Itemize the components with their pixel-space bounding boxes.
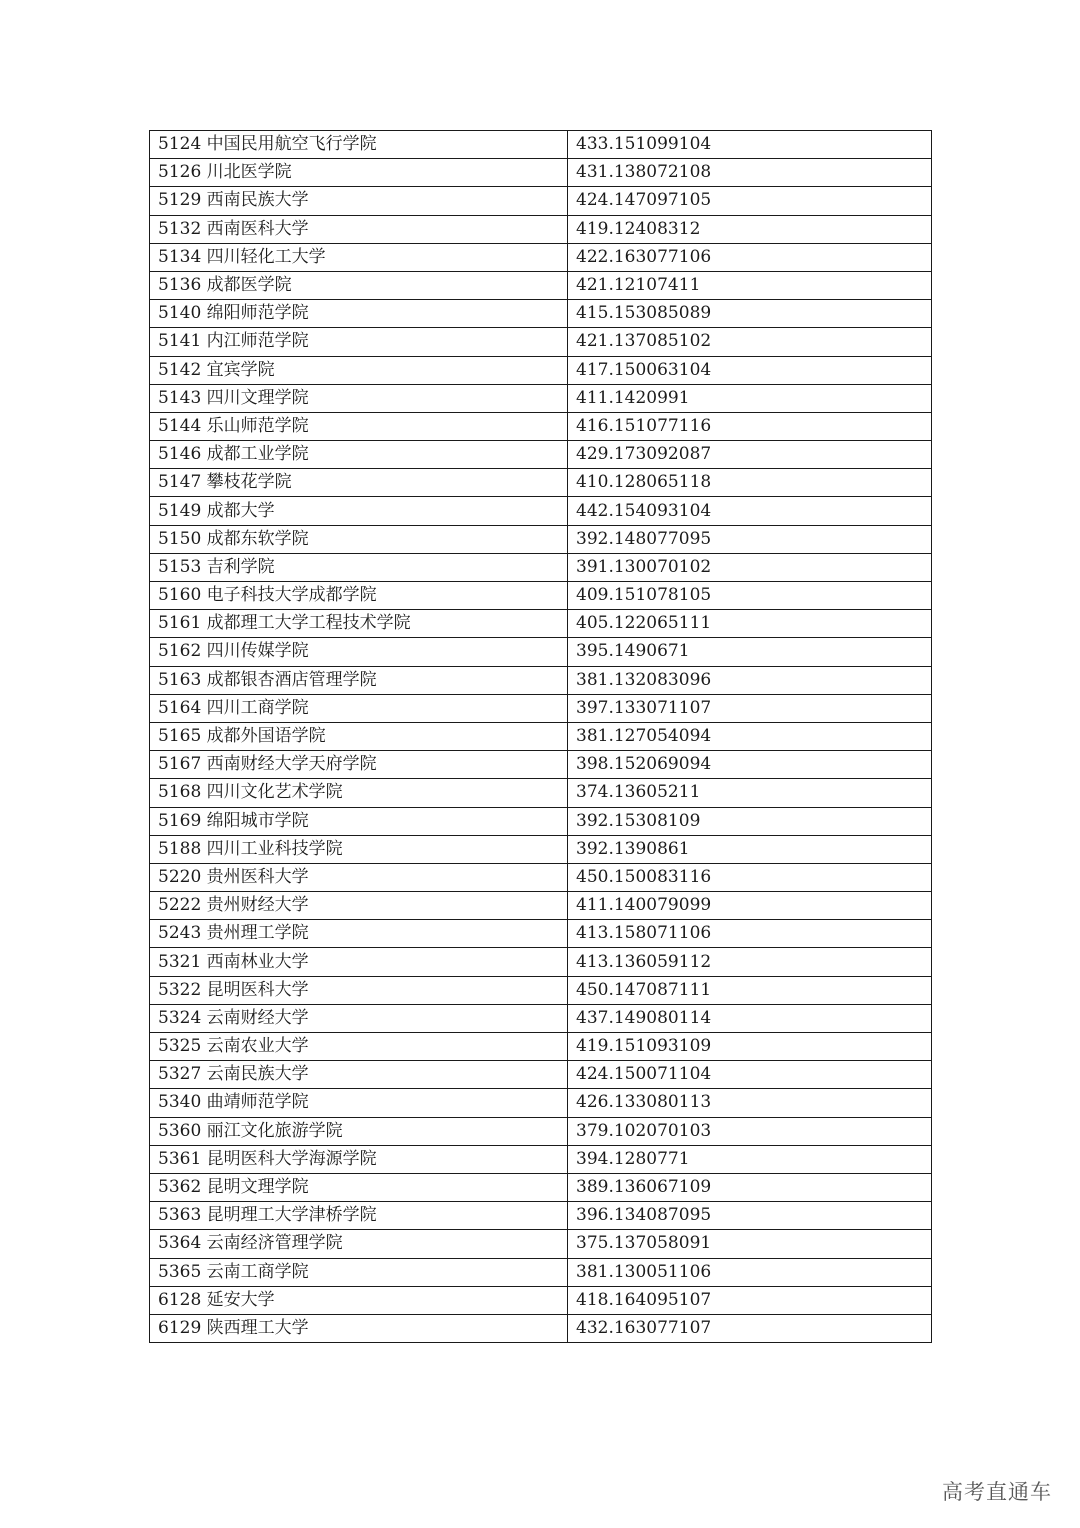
table-row: [150, 582, 932, 610]
university-name-cell: 5325 云南农业大学: [150, 1033, 568, 1061]
table-row: [150, 666, 932, 694]
score-value-cell: 417.150063104: [568, 356, 932, 384]
table-row: [150, 1258, 932, 1286]
university-name-cell: 5165 成都外国语学院: [150, 722, 568, 750]
university-name-cell: 5143 四川文理学院: [150, 384, 568, 412]
university-name-cell: 5169 绵阳城市学院: [150, 807, 568, 835]
university-name-cell: 5153 吉利学院: [150, 553, 568, 581]
university-name-cell: 5160 电子科技大学成都学院: [150, 582, 568, 610]
score-value-cell: 421.12107411: [568, 271, 932, 299]
university-name-cell: 5141 内江师范学院: [150, 328, 568, 356]
table-row: [150, 976, 932, 1004]
table-row: [150, 271, 932, 299]
university-name-cell: 5149 成都大学: [150, 497, 568, 525]
table-row: [150, 892, 932, 920]
university-name-cell: 5161 成都理工大学工程技术学院: [150, 610, 568, 638]
score-value-cell: 421.137085102: [568, 328, 932, 356]
table-row: [150, 610, 932, 638]
score-value-cell: 419.151093109: [568, 1033, 932, 1061]
university-name-cell: 5365 云南工商学院: [150, 1258, 568, 1286]
score-value-cell: 433.151099104: [568, 131, 932, 159]
score-value-cell: 379.102070103: [568, 1117, 932, 1145]
university-name-cell: 5220 贵州医科大学: [150, 863, 568, 891]
score-value-cell: 381.132083096: [568, 666, 932, 694]
university-name-cell: 5243 贵州理工学院: [150, 920, 568, 948]
table-row: [150, 328, 932, 356]
table-row: [150, 356, 932, 384]
score-value-cell: 431.138072108: [568, 159, 932, 187]
table-row: [150, 1033, 932, 1061]
watermark-text: 高考直通车: [942, 1480, 1052, 1504]
university-name-cell: 5322 昆明医科大学: [150, 976, 568, 1004]
university-name-cell: 5163 成都银杏酒店管理学院: [150, 666, 568, 694]
university-name-cell: 5362 昆明文理学院: [150, 1173, 568, 1201]
university-name-cell: 5126 川北医学院: [150, 159, 568, 187]
score-value-cell: 398.152069094: [568, 751, 932, 779]
table-row: [150, 948, 932, 976]
table-row: [150, 525, 932, 553]
table-row: [150, 835, 932, 863]
score-value-cell: 429.173092087: [568, 441, 932, 469]
table-row: [150, 384, 932, 412]
university-name-cell: 5129 西南民族大学: [150, 187, 568, 215]
score-table: [149, 130, 932, 1343]
score-value-cell: 405.122065111: [568, 610, 932, 638]
table-row: [150, 497, 932, 525]
table-row: [150, 1230, 932, 1258]
table-row: [150, 1286, 932, 1314]
university-name-cell: 5124 中国民用航空飞行学院: [150, 131, 568, 159]
score-value-cell: 374.13605211: [568, 779, 932, 807]
university-name-cell: 5164 四川工商学院: [150, 694, 568, 722]
table-row: [150, 1004, 932, 1032]
score-value-cell: 415.153085089: [568, 300, 932, 328]
score-value-cell: 450.147087111: [568, 976, 932, 1004]
score-value-cell: 381.127054094: [568, 722, 932, 750]
score-value-cell: 411.140079099: [568, 892, 932, 920]
university-name-cell: 5363 昆明理工大学津桥学院: [150, 1202, 568, 1230]
score-value-cell: 396.134087095: [568, 1202, 932, 1230]
score-value-cell: 413.158071106: [568, 920, 932, 948]
table-row: [150, 187, 932, 215]
score-value-cell: 426.133080113: [568, 1089, 932, 1117]
score-value-cell: 389.136067109: [568, 1173, 932, 1201]
score-value-cell: 392.148077095: [568, 525, 932, 553]
university-name-cell: 5147 攀枝花学院: [150, 469, 568, 497]
university-name-cell: 5324 云南财经大学: [150, 1004, 568, 1032]
table-row: [150, 779, 932, 807]
university-name-cell: 5146 成都工业学院: [150, 441, 568, 469]
table-row: [150, 1117, 932, 1145]
table-row: [150, 215, 932, 243]
table-body: [150, 131, 932, 1343]
score-value-cell: 392.15308109: [568, 807, 932, 835]
table-row: [150, 553, 932, 581]
score-value-cell: 422.163077106: [568, 243, 932, 271]
table-row: [150, 131, 932, 159]
university-name-cell: 5140 绵阳师范学院: [150, 300, 568, 328]
score-value-cell: 409.151078105: [568, 582, 932, 610]
university-name-cell: 5364 云南经济管理学院: [150, 1230, 568, 1258]
score-value-cell: 391.130070102: [568, 553, 932, 581]
university-name-cell: 5188 四川工业科技学院: [150, 835, 568, 863]
university-name-cell: 5136 成都医学院: [150, 271, 568, 299]
table-row: [150, 159, 932, 187]
table-row: [150, 1089, 932, 1117]
university-name-cell: 5360 丽江文化旅游学院: [150, 1117, 568, 1145]
university-name-cell: 5327 云南民族大学: [150, 1061, 568, 1089]
university-name-cell: 5361 昆明医科大学海源学院: [150, 1145, 568, 1173]
table-row: [150, 1173, 932, 1201]
score-value-cell: 437.149080114: [568, 1004, 932, 1032]
score-value-cell: 419.12408312: [568, 215, 932, 243]
score-value-cell: 424.147097105: [568, 187, 932, 215]
table-row: [150, 807, 932, 835]
score-value-cell: 413.136059112: [568, 948, 932, 976]
university-name-cell: 5168 四川文化艺术学院: [150, 779, 568, 807]
university-name-cell: 5340 曲靖师范学院: [150, 1089, 568, 1117]
university-name-cell: 5142 宜宾学院: [150, 356, 568, 384]
university-name-cell: 5134 四川轻化工大学: [150, 243, 568, 271]
table-row: [150, 412, 932, 440]
university-name-cell: 6129 陕西理工大学: [150, 1314, 568, 1342]
score-value-cell: 424.150071104: [568, 1061, 932, 1089]
score-value-cell: 416.151077116: [568, 412, 932, 440]
score-value-cell: 392.1390861: [568, 835, 932, 863]
table-row: [150, 751, 932, 779]
university-name-cell: 6128 延安大学: [150, 1286, 568, 1314]
score-value-cell: 375.137058091: [568, 1230, 932, 1258]
score-value-cell: 381.130051106: [568, 1258, 932, 1286]
score-value-cell: 395.1490671: [568, 638, 932, 666]
table-row: [150, 243, 932, 271]
score-value-cell: 450.150083116: [568, 863, 932, 891]
table-row: [150, 1314, 932, 1342]
score-value-cell: 410.128065118: [568, 469, 932, 497]
table-row: [150, 441, 932, 469]
table-row: [150, 863, 932, 891]
university-name-cell: 5167 西南财经大学天府学院: [150, 751, 568, 779]
university-name-cell: 5144 乐山师范学院: [150, 412, 568, 440]
table-row: [150, 469, 932, 497]
university-name-cell: 5132 西南医科大学: [150, 215, 568, 243]
university-name-cell: 5222 贵州财经大学: [150, 892, 568, 920]
score-value-cell: 411.1420991: [568, 384, 932, 412]
university-name-cell: 5150 成都东软学院: [150, 525, 568, 553]
table-row: [150, 1202, 932, 1230]
table-row: [150, 1145, 932, 1173]
score-value-cell: 442.154093104: [568, 497, 932, 525]
table-row: [150, 920, 932, 948]
table-row: [150, 638, 932, 666]
score-value-cell: 418.164095107: [568, 1286, 932, 1314]
table-row: [150, 1061, 932, 1089]
score-value-cell: 397.133071107: [568, 694, 932, 722]
table-row: [150, 722, 932, 750]
score-value-cell: 394.1280771: [568, 1145, 932, 1173]
university-name-cell: 5321 西南林业大学: [150, 948, 568, 976]
score-value-cell: 432.163077107: [568, 1314, 932, 1342]
table-row: [150, 300, 932, 328]
university-name-cell: 5162 四川传媒学院: [150, 638, 568, 666]
table-row: [150, 694, 932, 722]
